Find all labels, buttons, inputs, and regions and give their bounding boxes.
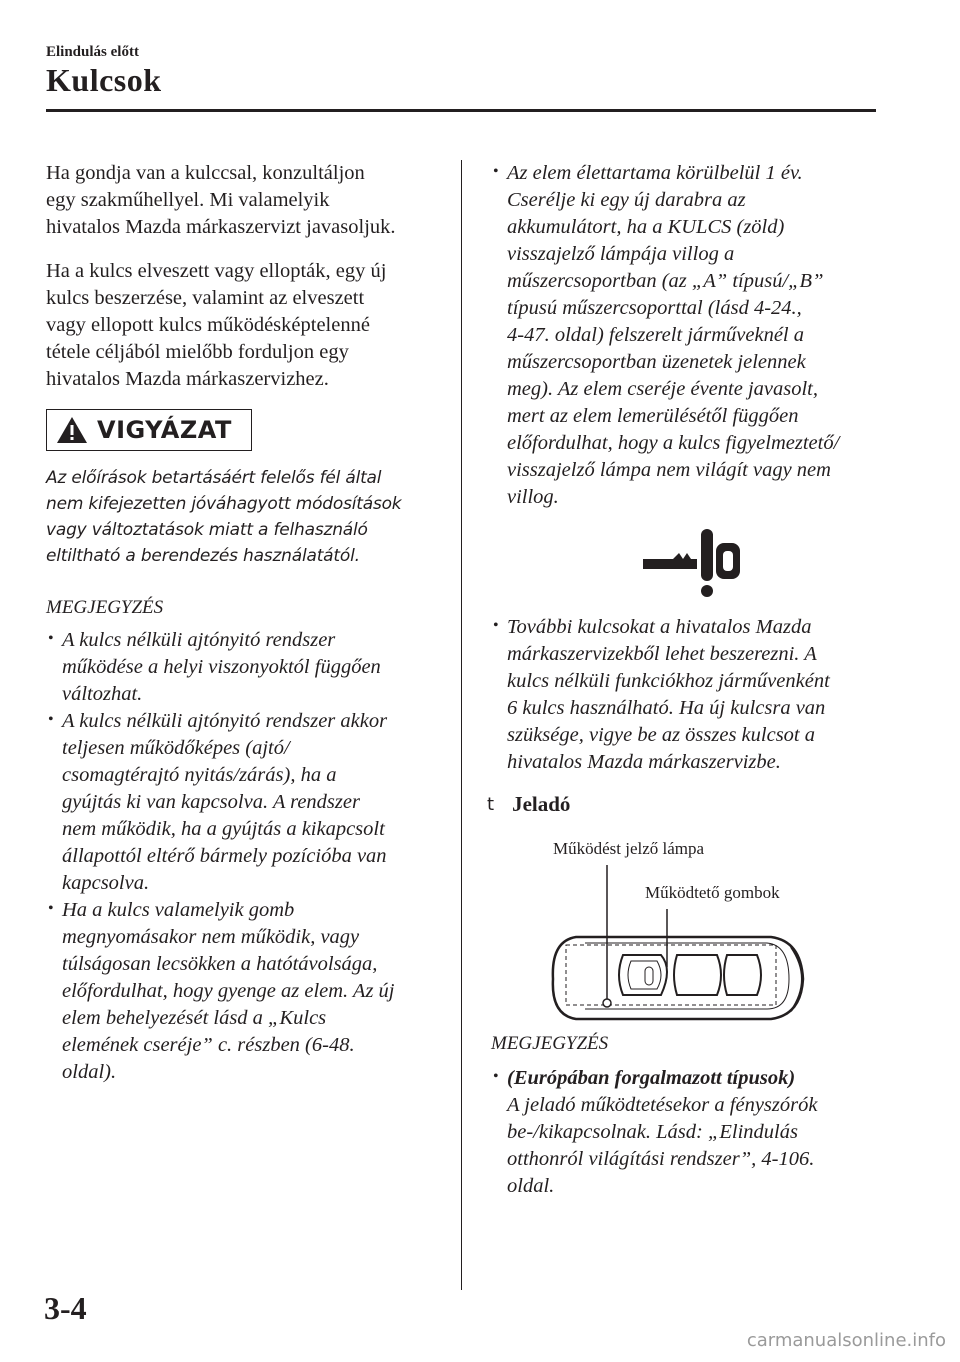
note-heading: MEGJEGYZÉS [491,1033,609,1054]
text-line: megnyomásakor nem működik, vagy [62,926,360,948]
bullet-dot-icon: • [493,1068,499,1085]
text-line: vagy ellopott kulcs működésképtelenné [46,314,370,336]
text-line: eltiltható a berendezés használatától. [46,546,360,566]
page-number: 3-4 [44,1290,87,1326]
subheading-mark: t [487,794,495,815]
note-heading: MEGJEGYZÉS [46,597,164,618]
header-divider [46,109,876,112]
right-column [487,160,871,1200]
text-line: túlságosan lecsökken a hatótávolsága, [62,953,378,975]
text-line: márkaszervizekből lehet beszerezni. A [507,643,817,665]
text-line: kulcs beszerzése, valamint az elveszett [46,287,365,309]
text-line: nem kifejezetten jóváhagyott módosítások [46,494,402,514]
text-line: akkumulátort, ha a KULCS (zöld) [507,216,785,238]
list-item [491,614,871,776]
bullet-dot-icon: • [48,900,54,917]
warning-box [46,409,252,451]
text-line: Cserélje ki egy új darabra az [507,189,746,211]
text-line: visszajelző lámpája villog a [507,243,735,265]
text-line: Ha a kulcs elveszett vagy ellopták, egy új [46,260,387,282]
extra-keys-list [491,614,871,776]
text-line: villog. [507,486,559,508]
list-item [491,1065,871,1200]
key-warning-indicator-icon [621,525,741,601]
text-line: 4-47. oldal) felszerelt járműveknél a [507,324,804,346]
bullet-dot-icon: • [493,617,499,634]
subheading-text: Jeladó [512,792,571,816]
indicator-light-label: Működést jelző lámpa [553,839,705,858]
text-line: műszercsoportban üzenetek jelennek [507,351,806,373]
text-line: Ha gondja van a kulccsal, konzultáljon [46,162,365,184]
text-line: szüksége, vigye be az összes kulcsot a [507,724,816,746]
section-title: Elindulás előtt [46,44,139,60]
text-line: meg). Az elem cseréje évente javasolt, [507,378,818,400]
text-line: A kulcs nélküli ajtónyitó rendszer akkor [62,710,388,732]
list-item [46,627,446,708]
text-line: elemének cseréje” c. részben (6-48. [62,1034,355,1056]
column-divider [461,160,462,1290]
bullet-dot-icon: • [48,630,54,647]
buttons-label: Működtető gombok [645,883,780,902]
text-line: oldal. [507,1175,555,1197]
text-line: mert az elem lemerülésétől függően [507,405,799,427]
transmitter-heading [487,792,871,817]
text-line: kapcsolva. [62,872,150,894]
text-line: előfordulhat, hogy a kulcs figyelmeztető/ [507,432,840,454]
europe-label: (Európában forgalmazott típusok) [507,1067,796,1089]
text-line: kulcs nélküli funkciókhoz járművenként [507,670,830,692]
transmitter-diagram [491,825,871,1025]
lost-key-paragraph [46,258,446,393]
text-line: előfordulhat, hogy gyenge az elem. Az új [62,980,395,1002]
text-line: hivatalos Mazda márkaszervizhez. [46,368,329,390]
text-line: Ha a kulcs valamelyik gomb [62,899,295,921]
page-title: Kulcsok [46,62,162,98]
warning-label: VIGYÁZAT [97,416,232,444]
text-line: gyújtás ki van kapcsolva. A rendszer [62,791,360,813]
intro-paragraph [46,160,446,241]
text-line: hivatalos Mazda márkaszervizt javasoljuk. [46,216,396,238]
text-line: visszajelző lámpa nem világít vagy nem [507,459,831,481]
key-fob-drawing [491,825,871,1025]
text-line: típusú műszercsoporttal (lásd 4-24., [507,297,802,319]
text-line: műszercsoportban (az „A” típusú/„B” [507,270,824,292]
text-line: A kulcs nélküli ajtónyitó rendszer [62,629,336,651]
bullet-dot-icon: • [493,163,499,180]
text-line: egy szakműhellyel. Mi valamelyik [46,189,330,211]
text-line: 6 kulcs használható. Ha új kulcsra van [507,697,826,719]
list-item [46,708,446,897]
warning-triangle-icon [55,415,89,445]
watermark: carmanualsonline.info [746,1330,946,1351]
text-line: További kulcsokat a hivatalos Mazda [507,616,812,638]
text-line: működése a helyi viszonyoktól függően [62,656,381,678]
text-line: teljesen működőképes (ajtó/ [62,737,290,759]
text-line: csomagtérajtó nyitás/zárás), ha a [62,764,337,786]
text-line: nem működik, ha a gyújtás a kikapcsolt [62,818,385,840]
bullet-dot-icon: • [48,711,54,728]
text-line: elem behelyezését lásd a „Kulcs [62,1007,327,1029]
text-line: változhat. [62,683,143,705]
text-line: oldal). [62,1061,117,1083]
warning-text [46,465,446,569]
battery-list [491,160,871,511]
list-item [491,160,871,511]
left-column [46,160,446,1086]
text-line: vagy változtatások miatt a felhasználó [46,520,368,540]
text-line: tétele céljából mielőbb forduljon egy [46,341,349,363]
text-line: hivatalos Mazda márkaszervizbe. [507,751,781,773]
note-list [46,627,446,1086]
text-line: otthonról világítási rendszer”, 4-106. [507,1148,815,1170]
text-line: Az előírások betartásáért felelős fél által [46,468,382,488]
text-line: Az elem élettartama körülbelül 1 év. [507,162,803,184]
europe-note-list [491,1065,871,1200]
text-line: be-/kikapcsolnak. Lásd: „Elindulás [507,1121,798,1143]
text-line: A jeladó működtetésekor a fényszórók [507,1094,818,1116]
text-line: állapottól eltérő bármely pozícióba van [62,845,387,867]
list-item [46,897,446,1086]
